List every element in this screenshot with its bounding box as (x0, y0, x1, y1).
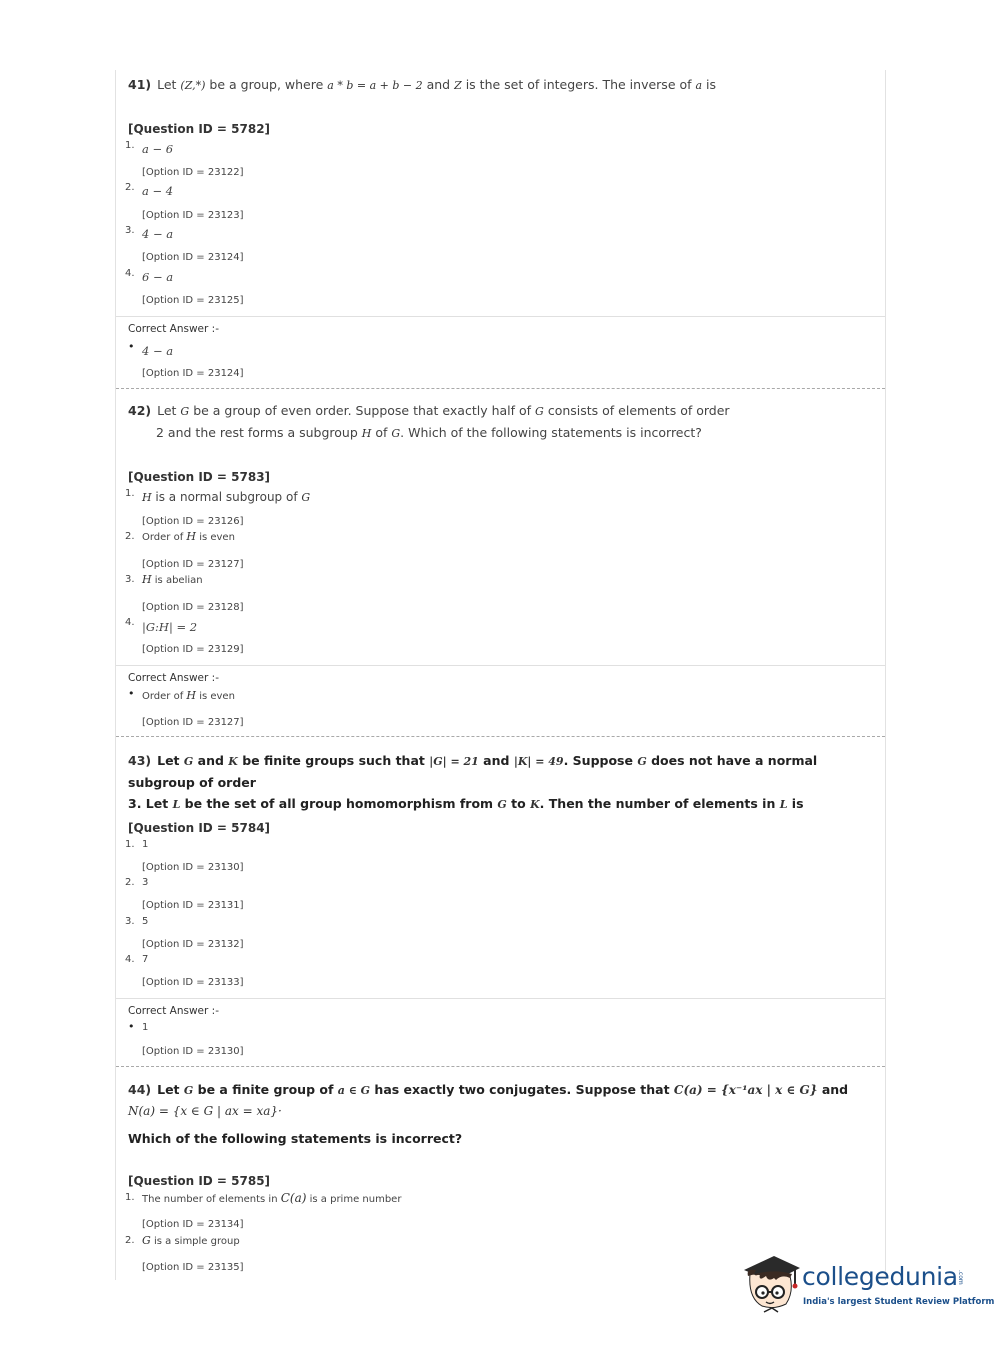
logo-domain: .com (957, 1270, 964, 1285)
logo-tagline: India's largest Student Review Platform (803, 1297, 995, 1307)
option-number: 4. (125, 268, 135, 279)
option-number: 1. (125, 140, 135, 151)
option-id: [Option ID = 23122] (142, 167, 244, 178)
option-text: a − 4 (142, 184, 174, 198)
question-id: [Question ID = 5782] (128, 122, 271, 136)
option-text: The number of elements in C(a) is a prime number (142, 1191, 402, 1205)
option-text: 5 (142, 916, 149, 927)
question-41-text: 41) Let (Z,*) be a group, where a * b = a + b − 2 and Z is the set of integers. The inverse of a is (128, 77, 717, 92)
option-number: 4. (125, 954, 135, 965)
option-text: 7 (142, 954, 149, 965)
correct-answer-text: 4 − a (142, 344, 174, 358)
question-44-definition: N(a) = {x ∈ G | ax = xa}· (128, 1104, 282, 1118)
option-id: [Option ID = 23124] (142, 252, 244, 263)
option-number: 2. (125, 1235, 135, 1246)
bullet-icon: • (128, 687, 135, 700)
option-id: [Option ID = 23132] (142, 939, 244, 950)
divider (116, 316, 885, 317)
bullet-icon: • (128, 1020, 135, 1033)
correct-answer-label: Correct Answer :- (128, 672, 219, 684)
option-number: 3. (125, 916, 135, 927)
option-id: [Option ID = 23128] (142, 602, 244, 613)
correct-answer-label: Correct Answer :- (128, 323, 219, 335)
option-id: [Option ID = 23126] (142, 516, 244, 527)
option-id: [Option ID = 23123] (142, 210, 244, 221)
correct-option-id: [Option ID = 23124] (142, 368, 244, 379)
option-id: [Option ID = 23135] (142, 1262, 244, 1273)
correct-answer-text: 1 (142, 1022, 149, 1033)
correct-option-id: [Option ID = 23127] (142, 717, 244, 728)
option-text: a − 6 (142, 142, 174, 156)
option-number: 2. (125, 531, 135, 542)
correct-option-id: [Option ID = 23130] (142, 1046, 244, 1057)
option-text: |G:H| = 2 (142, 620, 198, 634)
option-number: 1. (125, 839, 135, 850)
option-number: 1. (125, 488, 135, 499)
option-number: 4. (125, 617, 135, 628)
question-44-prompt: Which of the following statements is incorrect? (128, 1131, 463, 1146)
option-text: G is a simple group (142, 1234, 240, 1247)
question-42-text: 42) Let G be a group of even order. Suppose that exactly half of G consists of elements of order 2 and the rest forms a subgroup H of G. Which of the following statements is incorrect? (128, 403, 730, 440)
question-id: [Question ID = 5784] (128, 821, 271, 835)
correct-answer-text: Order of H is even (142, 689, 235, 702)
option-number: 2. (125, 182, 135, 193)
option-number: 3. (125, 574, 135, 585)
question-id: [Question ID = 5783] (128, 470, 271, 484)
option-text: 1 (142, 839, 149, 850)
collegedunia-logo[interactable] (742, 1248, 995, 1320)
option-text: H is abelian (142, 573, 203, 586)
question-paper (115, 70, 886, 1280)
option-text: H is a normal subgroup of G (142, 490, 311, 504)
question-separator (116, 388, 885, 389)
option-id: [Option ID = 23134] (142, 1219, 244, 1230)
option-text: Order of H is even (142, 530, 235, 543)
divider (116, 665, 885, 666)
divider (116, 998, 885, 999)
bullet-icon: • (128, 340, 135, 353)
mascot-icon (742, 1248, 802, 1316)
option-text: 6 − a (142, 270, 174, 284)
option-id: [Option ID = 23129] (142, 644, 244, 655)
option-number: 3. (125, 225, 135, 236)
correct-answer-label: Correct Answer :- (128, 1005, 219, 1017)
option-number: 2. (125, 877, 135, 888)
option-id: [Option ID = 23125] (142, 295, 244, 306)
question-43-text: 43) Let G and K be finite groups such that |G| = 21 and |K| = 49. Suppose G does not have a normal subgroup of order 3. Let L be the set of all group homomorphism from G to K. Then the number of elements in L is (128, 753, 818, 811)
option-id: [Option ID = 23127] (142, 559, 244, 570)
option-text: 3 (142, 877, 149, 888)
question-separator (116, 736, 885, 737)
option-number: 1. (125, 1192, 135, 1203)
option-text: 4 − a (142, 227, 174, 241)
logo-wordmark: collegedunia (802, 1262, 958, 1291)
question-44-text: 44) Let G be a finite group of a ∈ G has exactly two conjugates. Suppose that C(a) = {x⁻¹ax | x ∈ G} and (128, 1082, 849, 1097)
question-id: [Question ID = 5785] (128, 1174, 271, 1188)
option-id: [Option ID = 23130] (142, 862, 244, 873)
option-id: [Option ID = 23131] (142, 900, 244, 911)
question-separator (116, 1066, 885, 1067)
option-id: [Option ID = 23133] (142, 977, 244, 988)
